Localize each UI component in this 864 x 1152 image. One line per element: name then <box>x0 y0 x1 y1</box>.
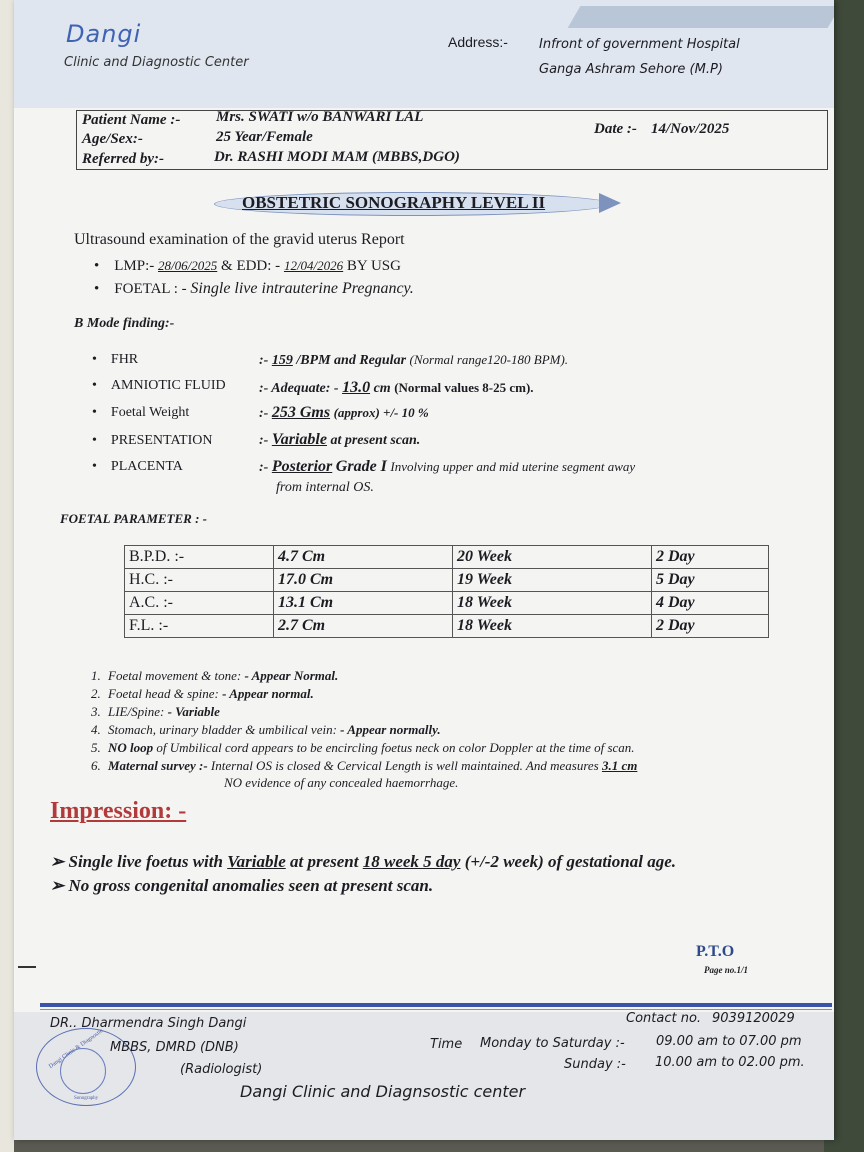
weight-suffix: (approx) +/- 10 % <box>333 405 429 420</box>
bullet: • <box>94 258 111 274</box>
fhr-note: (Normal range120-180 BPM). <box>409 352 569 367</box>
fhr-prefix: :- <box>259 353 269 368</box>
week-cell: 18 Week <box>453 592 652 615</box>
fhr-value: 159 <box>271 353 293 368</box>
list-item <box>104 721 637 739</box>
weight-value-line <box>259 404 429 422</box>
impression-title: Impression: - <box>50 798 187 824</box>
weight-label: Foetal Weight <box>110 405 190 420</box>
referred-by: Dr. RASHI MODI MAM (MBBS,DGO) <box>214 149 460 165</box>
placenta-value-line <box>259 458 635 476</box>
note-result: of Umbilical cord appears to be encircling foetus neck on color Doppler at the time of scan. <box>156 740 635 755</box>
placenta-prefix: :- <box>259 460 269 475</box>
time-label: Time <box>430 1037 463 1052</box>
param-cell: A.C. :- <box>125 592 274 615</box>
weight-value: 253 Gms <box>271 404 331 421</box>
pto-label: P.T.O <box>696 943 735 960</box>
weight-prefix: :- <box>259 406 269 421</box>
clinic-subtitle: Clinic and Diagnostic Center <box>64 55 249 70</box>
bullet: • <box>92 459 111 474</box>
impression-line2 <box>50 876 433 896</box>
bullet: • <box>92 405 111 420</box>
note-text: Stomach, urinary bladder & umbilical vein: <box>108 722 337 737</box>
note-result: - Appear normal. <box>222 686 314 701</box>
doctor-degree: MBBS, DMRD (DNB) <box>110 1040 239 1055</box>
seal-text: Dangi Clinic & Diagnostic <box>48 1028 105 1070</box>
lmp-line <box>94 258 401 275</box>
note-result: - Appear Normal. <box>244 668 339 683</box>
seal-small-text: Sonography <box>74 1096 99 1101</box>
footer-clinic-name: Dangi Clinic and Diagnsostic center <box>240 1082 526 1101</box>
report-date: 14/Nov/2025 <box>651 121 730 137</box>
bmode-label-weight <box>92 405 189 421</box>
bmode-label-presentation <box>92 433 212 449</box>
fhr-suffix: /BPM and Regular <box>296 353 407 368</box>
bmode-label-amniotic <box>92 378 226 394</box>
amniotic-label: AMNIOTIC FLUID <box>110 378 226 393</box>
value-cell: 13.1 Cm <box>274 592 453 615</box>
gestational-age: 18 week 5 day <box>362 852 461 871</box>
report-title-banner <box>214 192 619 214</box>
amniotic-value: 13.0 <box>342 379 371 396</box>
weekday-hours: 09.00 am to 07.00 pm <box>656 1034 802 1049</box>
list-item <box>104 739 637 757</box>
impression-text: (+/-2 week) of gestational age. <box>464 852 677 871</box>
findings-list <box>84 667 637 775</box>
bullet: • <box>92 378 111 393</box>
fhr-label: FHR <box>110 352 139 367</box>
table-row <box>125 569 769 592</box>
param-cell: H.C. :- <box>125 569 274 592</box>
bmode-title: B Mode finding:- <box>74 316 175 331</box>
patient-name-label: Patient Name :- <box>82 112 181 128</box>
presentation-label: PRESENTATION <box>110 433 213 448</box>
table-row <box>125 592 769 615</box>
note-result: - Variable <box>167 704 220 719</box>
patient-age: 25 Year/Female <box>216 129 313 145</box>
impression-text: No gross congenital anomalies seen at present scan. <box>68 876 434 895</box>
presentation-value-line <box>259 431 420 449</box>
weekdays-label: Monday to Saturday :- <box>480 1036 625 1051</box>
foetal-param-title: FOETAL PARAMETER : - <box>60 511 207 526</box>
impression-text: Single live foetus with <box>68 852 223 871</box>
day-cell: 5 Day <box>652 569 769 592</box>
arrow-bullet: ➢ <box>50 852 65 871</box>
list-item <box>104 703 637 721</box>
sunday-hours: 10.00 am to 02.00 pm. <box>655 1055 805 1070</box>
fhr-value-line <box>259 352 568 369</box>
foetal-status: Single live intrauterine Pregnancy. <box>190 280 414 297</box>
report-intro: Ultrasound examination of the gravid uterus Report <box>74 231 405 248</box>
clinic-logo: Dangi <box>66 20 142 48</box>
edd-label: EDD: - <box>236 258 281 274</box>
note-text: NO loop <box>108 740 154 755</box>
margin-mark <box>18 966 36 968</box>
day-cell: 2 Day <box>652 546 769 569</box>
binder-edge <box>0 0 14 1152</box>
amniotic-note: (Normal values 8-25 cm). <box>394 380 534 395</box>
placenta-label: PLACENTA <box>110 459 183 474</box>
report-page <box>14 0 834 1140</box>
impression-line1 <box>50 852 676 872</box>
bullet: • <box>92 433 111 448</box>
list-item <box>104 685 637 703</box>
param-cell: F.L. :- <box>125 615 274 638</box>
address-label: Address:- <box>448 34 508 50</box>
placenta-grade: Grade I <box>335 458 387 475</box>
week-cell: 19 Week <box>453 569 652 592</box>
footer-rule <box>40 1003 832 1007</box>
ampersand: & <box>221 258 233 274</box>
presentation-prefix: :- <box>259 433 269 448</box>
value-cell: 2.7 Cm <box>274 615 453 638</box>
note-6-line2: NO evidence of any concealed haemorrhage. <box>224 775 459 790</box>
edd-by: BY USG <box>346 258 401 274</box>
doctor-role: (Radiologist) <box>180 1062 263 1077</box>
table-row <box>125 615 769 638</box>
bmode-label-placenta <box>92 459 183 475</box>
day-cell: 4 Day <box>652 592 769 615</box>
amniotic-value-line <box>259 379 534 397</box>
address-line2: Ganga Ashram Sehore (M.P) <box>539 62 723 77</box>
title-arrow-tip <box>599 193 621 213</box>
lmp-label: LMP:- <box>114 258 155 274</box>
placenta-value: Posterior <box>271 458 333 475</box>
note-result: - Appear normally. <box>340 722 441 737</box>
note-text: Maternal survey :- <box>108 758 208 773</box>
sunday-label: Sunday :- <box>564 1057 626 1072</box>
footer-band <box>14 1012 834 1140</box>
arrow-bullet: ➢ <box>50 876 65 895</box>
bmode-label-fhr <box>92 352 138 368</box>
edd-date: 12/04/2026 <box>283 258 344 273</box>
table-row <box>125 546 769 569</box>
note-text: Foetal head & spine: <box>108 686 219 701</box>
placenta-note-line2: from internal OS. <box>276 480 374 495</box>
foetal-param-table <box>124 545 769 638</box>
age-label: Age/Sex:- <box>82 131 143 147</box>
amniotic-suffix: cm <box>373 381 391 396</box>
value-cell: 4.7 Cm <box>274 546 453 569</box>
impression-presentation: Variable <box>227 852 286 871</box>
note-result: Internal OS is closed & Cervical Length is well maintained. And measures <box>210 758 599 773</box>
day-cell: 2 Day <box>652 615 769 638</box>
value-cell: 17.0 Cm <box>274 569 453 592</box>
presentation-value: Variable <box>271 431 327 448</box>
page-number: Page no.1/1 <box>704 965 748 975</box>
param-cell: B.P.D. :- <box>125 546 274 569</box>
amniotic-prefix: :- Adequate: - <box>259 381 339 396</box>
week-cell: 18 Week <box>453 615 652 638</box>
bullet: • <box>94 281 111 297</box>
date-label: Date :- <box>594 121 637 137</box>
note-text: LIE/Spine: <box>108 704 165 719</box>
referred-label: Referred by:- <box>82 151 165 167</box>
week-cell: 20 Week <box>453 546 652 569</box>
report-title: OBSTETRIC SONOGRAPHY LEVEL II <box>242 193 546 212</box>
note-text: Foetal movement & tone: <box>108 668 242 683</box>
placenta-note: Involving upper and mid uterine segment away <box>390 459 636 474</box>
footer-rule-thin <box>40 1009 832 1010</box>
list-item <box>104 667 637 685</box>
impression-text: at present <box>290 852 359 871</box>
contact-label: Contact no. <box>626 1011 702 1026</box>
presentation-suffix: at present scan. <box>330 433 421 448</box>
doctor-name: DR.. Dharmendra Singh Dangi <box>50 1016 247 1031</box>
contact-number: 9039120029 <box>712 1011 795 1026</box>
address-line1: Infront of government Hospital <box>539 37 740 52</box>
cervical-length: 3.1 cm <box>601 758 638 773</box>
lmp-date: 28/06/2025 <box>158 258 218 273</box>
foetal-line <box>94 280 414 298</box>
foetal-label: FOETAL : - <box>114 281 187 297</box>
header-stripe <box>568 6 834 28</box>
bullet: • <box>92 352 111 367</box>
patient-name: Mrs. SWATI w/o BANWARI LAL <box>216 109 424 125</box>
list-item <box>104 757 637 775</box>
